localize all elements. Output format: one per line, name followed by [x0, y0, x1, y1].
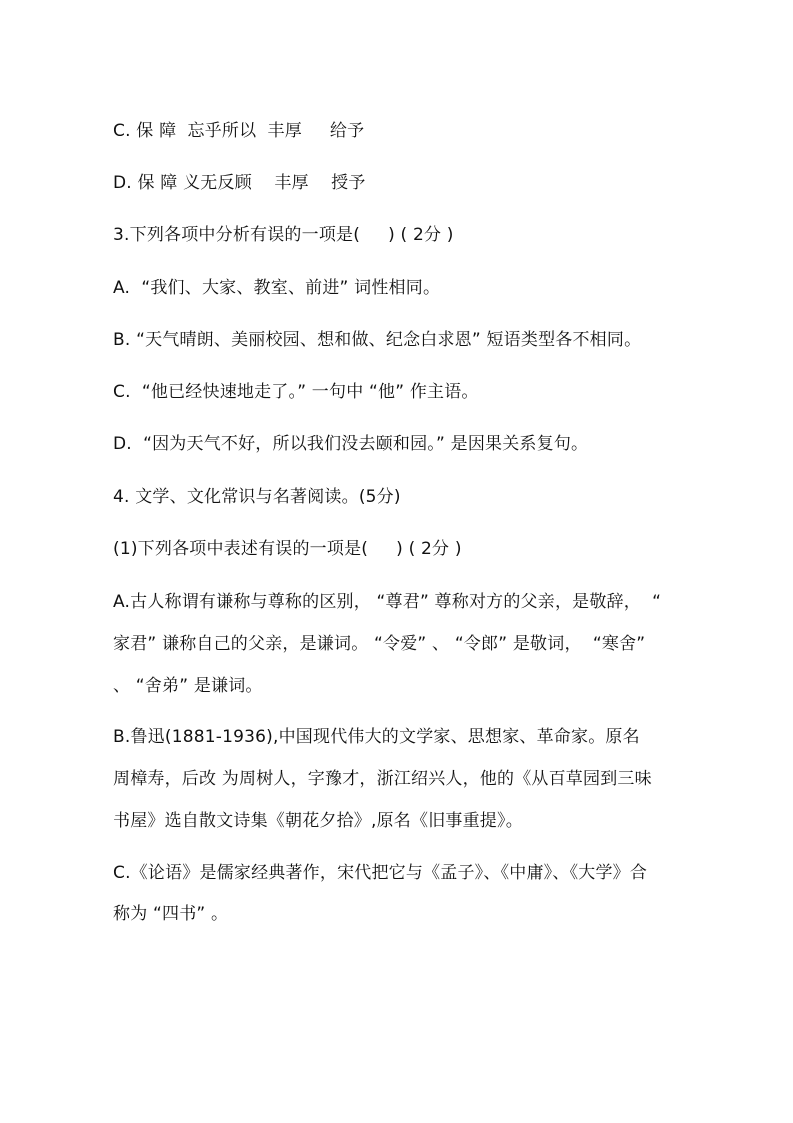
question-3-option-b: B. “天气晴朗、美丽校园、想和做、纪念白求恩” 短语类型各不相同。 [113, 330, 642, 350]
question-4-1-title: (1)下列各项中表述有误的一项是( ) ( 2分 ) [113, 539, 462, 559]
question-4-1-option-a-line-1: A.古人称谓有谦称与尊称的区别， “尊君” 尊称对方的父亲，是敬辞， “ [113, 592, 662, 612]
question-4-title: 4. 文学、文化常识与名著阅读。(5分) [113, 487, 401, 507]
question-4-1-option-a-line-2: 家君” 谦称自己的父亲，是谦词。 “令爱” 、 “令郎” 是敬词， “寒舍” [113, 634, 646, 654]
question-4-1-option-c-line-2: 称为 “四书” 。 [113, 904, 229, 924]
question-3-option-c: C. “他已经快速地走了。” 一句中 “他” 作主语。 [113, 382, 479, 402]
question-3-title: 3.下列各项中分析有误的一项是( ) ( 2分 ) [113, 225, 454, 245]
question-4-1-option-a-line-3: 、 “舍弟” 是谦词。 [113, 676, 263, 696]
question-4-1-option-b-line-1: B.鲁迅(1881-1936),中国现代伟大的文学家、思想家、革命家。原名 [113, 727, 640, 747]
question-3-option-d: D. “因为天气不好，所以我们没去颐和园。” 是因果关系复句。 [113, 434, 589, 454]
question-4-1-option-c-line-1: C.《论语》是儒家经典著作，宋代把它与《孟子》、《中庸》、《大学》合 [113, 863, 648, 883]
question-4-1-option-b-line-3: 书屋》选自散文诗集《朝花夕拾》,原名《旧事重提》。 [113, 811, 523, 831]
option-c-line: C. 保 障 忘乎所以 丰厚 给予 [113, 121, 365, 141]
option-d-line: D. 保 障 义无反顾 丰厚 授予 [113, 173, 366, 193]
question-3-option-a: A. “我们、大家、教室、前进” 词性相同。 [113, 278, 441, 298]
question-4-1-option-b-line-2: 周樟寿，后改 为周树人，字豫才，浙江绍兴人，他的《从百草园到三味 [113, 769, 652, 789]
